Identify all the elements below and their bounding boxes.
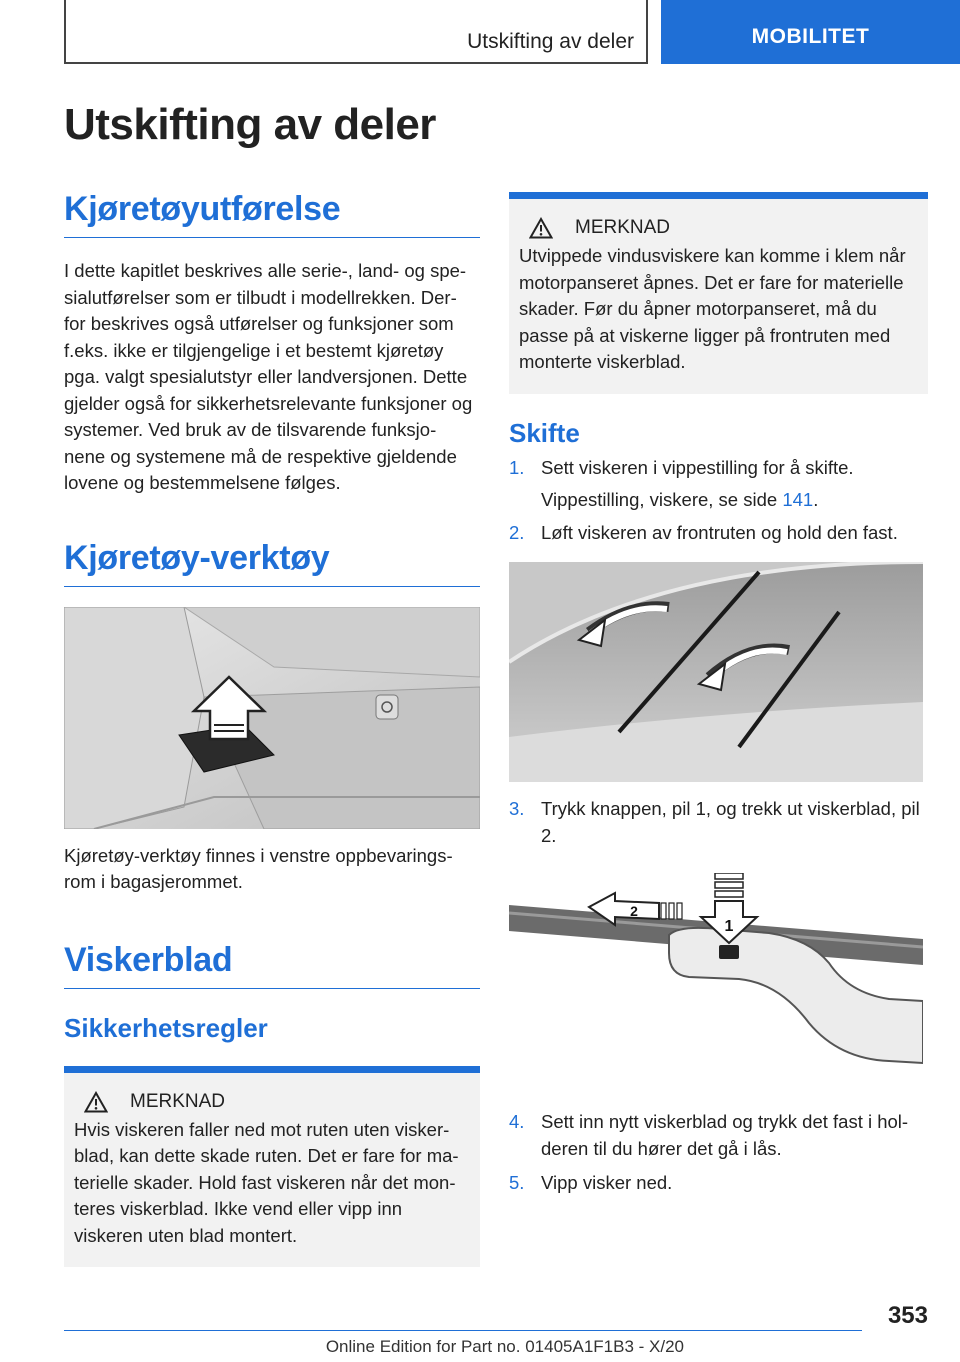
reference-suffix: . <box>813 489 819 510</box>
warning-triangle-icon <box>84 1091 108 1113</box>
steps-list-b <box>509 520 928 547</box>
notice-label: MERKNAD <box>130 1090 226 1112</box>
arrow-label-2: 2 <box>630 903 638 919</box>
step-number: 4. <box>509 1111 525 1132</box>
notice-header <box>519 217 916 239</box>
step-text: Vipp visker ned. <box>541 1172 673 1193</box>
trunk-tool-illustration <box>64 607 480 829</box>
right-column <box>509 192 928 1197</box>
wiper-blade-release-illustration <box>509 873 923 1095</box>
step-number: 5. <box>509 1172 525 1193</box>
steps-list-c <box>509 796 928 849</box>
notice-box-wiper-fall <box>64 1066 480 1268</box>
step-item <box>509 1170 928 1197</box>
reference-text: Vippestilling, viskere, se side <box>541 489 783 510</box>
notice-text: Hvis viskeren faller ned mot ruten uten visker- blad, kan dette skade ruten. Det er fare for ma- terielle skader. Hold fast viskeren når det mon- teres viskerblad. Ikke vend eller vipp inn viskeren uten blad montert. <box>74 1118 459 1246</box>
footer-divider <box>64 1330 862 1331</box>
arrow-label-1: 1 <box>724 918 734 935</box>
section-title-vehicle-version: Kjøretøyutførelse <box>64 190 480 238</box>
step-text: Sett viskeren i vippestilling for å skifte. <box>541 456 854 478</box>
steps-list-a <box>509 455 928 482</box>
page-link-141[interactable]: 141 <box>782 489 814 510</box>
step-number: 3. <box>509 798 525 819</box>
vehicle-version-text: I dette kapitlet beskrives alle serie-, land- og spe- sialutførelser som er tilbudt i modellrekken. Der- for beskrives også utførelser og funksjoner som f.eks. ikke er tilgjengelige i et bestemt kjøretøy pga. valgt spesialutstyr eller landversjonen. Dette gjelder også for sikkerhetsrelevante funksjoner og systemer. Ved bruk av de tilsvarende funksjo- nene og systemene må de respektive gjeldende lovene og bestemmelsene følges. <box>64 260 473 493</box>
steps-list-d <box>509 1109 928 1197</box>
notice-box-hood <box>509 192 928 394</box>
step-text: Trykk knappen, pil 1, og trekk ut viskerblad, pil 2. <box>541 798 920 846</box>
step-item <box>509 1109 928 1162</box>
step-text: Løft viskeren av frontruten og hold den fast. <box>541 521 898 543</box>
header-section-title: Utskifting av deler <box>467 30 634 53</box>
vehicle-tools-caption: Kjøretøy-verktøy finnes i venstre oppbevarings- rom i bagasjerommet. <box>64 844 453 892</box>
step-text: Sett inn nytt viskerblad og trykk det fast i hol- deren til du hører det gå i lås. <box>541 1111 909 1159</box>
notice-text: Utvippede vindusviskere kan komme i klem når motorpanseret åpnes. Det er fare for materielle skader. Før du åpner motorpanseret, må du passe på at viskerne ligger på frontruten med monterte viskerblad. <box>519 245 906 372</box>
step-number: 2. <box>509 521 525 543</box>
step-item <box>509 520 928 547</box>
windshield-wipers-illustration <box>509 562 923 782</box>
footer-edition: Online Edition for Part no. 01405A1F1B3 - X/20 <box>325 1337 684 1356</box>
warning-triangle-icon <box>529 217 553 239</box>
step-number: 1. <box>509 456 525 478</box>
notice-label: MERKNAD <box>575 217 671 238</box>
page-title: Utskifting av deler <box>64 100 436 149</box>
header-chapter-tab[interactable]: MOBILITET <box>661 0 960 64</box>
page-number: 353 <box>887 1302 928 1329</box>
left-column <box>64 190 480 1267</box>
subsection-replace: Skifte <box>509 417 580 448</box>
notice-header <box>74 1091 468 1113</box>
step-1-reference <box>509 487 928 514</box>
section-title-wiper-blade: Viskerblad <box>64 941 480 989</box>
subsection-safety-rules: Sikkerhetsregler <box>64 1012 268 1043</box>
step-item <box>509 796 928 849</box>
step-item <box>509 455 928 482</box>
section-title-vehicle-tools: Kjøretøy-verktøy <box>64 539 480 587</box>
